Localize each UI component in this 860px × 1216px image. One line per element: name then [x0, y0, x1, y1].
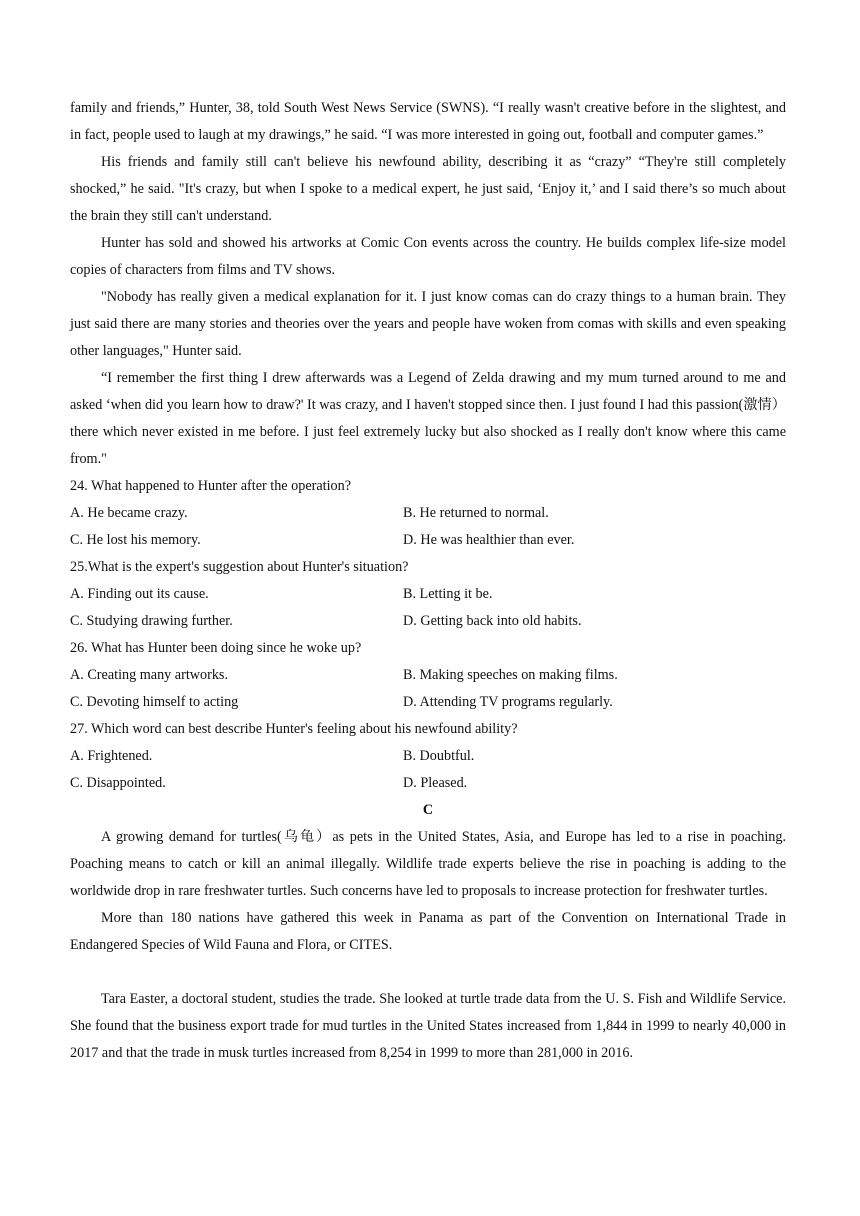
option-d: D. Pleased.: [403, 775, 468, 791]
option-c: C. Studying drawing further.: [70, 613, 233, 629]
question-27: [70, 716, 786, 797]
option-c: C. Disappointed.: [70, 775, 166, 791]
option-b: B. He returned to normal.: [403, 505, 549, 521]
option-a: A. Creating many artworks.: [70, 667, 228, 683]
question-26: [70, 635, 786, 716]
paragraph: family and friends,” Hunter, 38, told South West News Service (SWNS). “I really wasn't creative before in the slightest, and in fact, people used to laugh at my drawings,” he said. “I was more interested in going out, football and computer games.”: [70, 100, 786, 143]
option-d: D. Getting back into old habits.: [403, 613, 582, 629]
paragraph: Hunter has sold and showed his artworks at Comic Con events across the country. He builds complex life-size model copies of characters from films and TV shows.: [70, 235, 786, 278]
paragraph: More than 180 nations have gathered this week in Panama as part of the Convention on International Trade in Endangered Species of Wild Fauna and Flora, or CITES.: [70, 910, 786, 953]
blank-line: [70, 959, 786, 986]
option-a: A. Frightened.: [70, 748, 153, 764]
option-d: D. Attending TV programs regularly.: [403, 694, 613, 710]
question-stem: 25.What is the expert's suggestion about Hunter's situation?: [70, 559, 409, 575]
question-stem: 26. What has Hunter been doing since he woke up?: [70, 640, 362, 656]
option-a: A. Finding out its cause.: [70, 586, 209, 602]
question-options: [70, 500, 786, 554]
question-options: [70, 662, 786, 716]
option-d: D. He was healthier than ever.: [403, 532, 575, 548]
section-heading: C: [422, 802, 434, 818]
paragraph: A growing demand for turtles(乌龟）as pets in the United States, Asia, and Europe has led to a rise in poaching. Poaching means to catch or kill an animal illegally. Wildlife trade experts believe the rise in poaching is adding to the worldwide drop in rare freshwater turtles. Such concerns have led to proposals to increase protection for freshwater turtles.: [70, 829, 786, 899]
question-stem: 27. Which word can best describe Hunter's feeling about his newfound ability?: [70, 721, 518, 737]
paragraph: “I remember the first thing I drew afterwards was a Legend of Zelda drawing and my mum turned around to me and asked ‘when did you learn how to draw?' It was crazy, and I haven't stopped since then. I just found I had this passion(激情）there which never existed in me before. I just feel extremely lucky but also shocked as I really don't know where this came from.": [70, 370, 786, 467]
question-24: [70, 473, 786, 554]
question-options: [70, 743, 786, 797]
paragraph: His friends and family still can't believe his newfound ability, describing it as “crazy” “They're still completely shocked,” he said. "It's crazy, but when I spoke to a medical expert, he just said, ‘Enjoy it,’ and I said there’s so much about the brain they still can't understand.: [70, 154, 786, 224]
option-b: B. Making speeches on making films.: [403, 667, 618, 683]
option-c: C. Devoting himself to acting: [70, 694, 239, 710]
option-c: C. He lost his memory.: [70, 532, 201, 548]
option-b: B. Doubtful.: [403, 748, 475, 764]
option-b: B. Letting it be.: [403, 586, 493, 602]
paragraph: Tara Easter, a doctoral student, studies the trade. She looked at turtle trade data from the U. S. Fish and Wildlife Service. She found that the business export trade for mud turtles in the United States increased from 1,844 in 1999 to nearly 40,000 in 2017 and that the trade in musk turtles increased from 8,254 in 1999 to more than 281,000 in 2016.: [70, 991, 786, 1061]
option-a: A. He became crazy.: [70, 505, 188, 521]
document-page: [70, 95, 786, 1067]
paragraph: "Nobody has really given a medical explanation for it. I just know comas can do crazy things to a human brain. They just said there are many stories and theories over the years and people have woken from comas with skills and even speaking other languages," Hunter said.: [70, 289, 786, 359]
question-stem: 24. What happened to Hunter after the operation?: [70, 478, 352, 494]
question-25: [70, 554, 786, 635]
question-options: [70, 581, 786, 635]
